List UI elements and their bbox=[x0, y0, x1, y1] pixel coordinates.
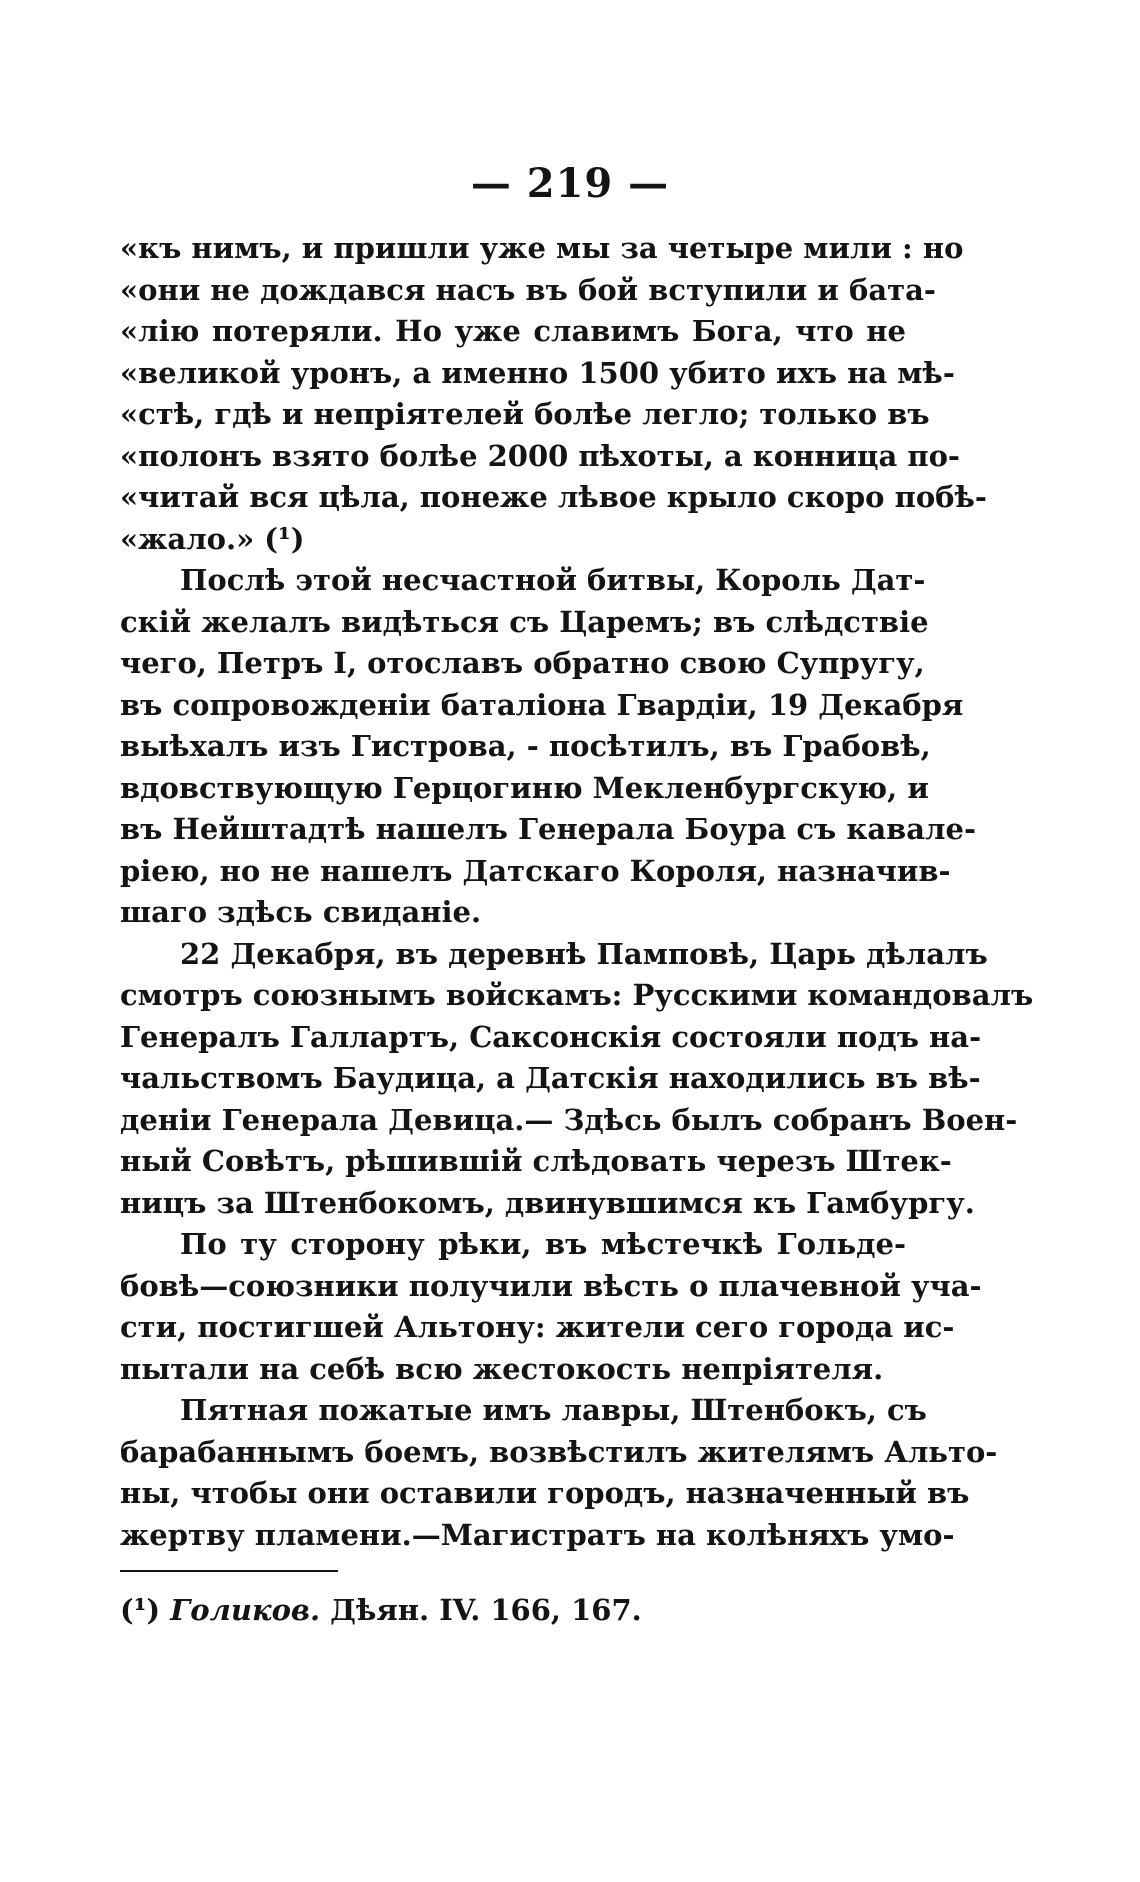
footnote bbox=[120, 1590, 642, 1630]
text-line: смотръ союзнымъ войскамъ: Русскими командовалъ bbox=[120, 978, 1034, 1012]
text-line: шаго здѣсь свиданіе. bbox=[120, 895, 482, 929]
text-line: скій желалъ видѣться съ Царемъ; въ слѣдствіе bbox=[120, 604, 929, 639]
text-line: бовѣ—союзники получили вѣсть о плачевной уча- bbox=[120, 1268, 982, 1303]
text-line: сти, постигшей Альтону: жители сего города ис- bbox=[120, 1310, 955, 1344]
text-line: ны, чтобы они оставили городъ, назначенный въ bbox=[120, 1476, 970, 1510]
text-line: вдовствующую Герцогиню Мекленбургскую, и bbox=[120, 770, 929, 805]
paragraph bbox=[120, 1390, 998, 1556]
text-line: Послѣ этой несчастной битвы, Король Дат- bbox=[180, 563, 926, 597]
text-line: ріею, но не нашелъ Датскаго Короля, назначив- bbox=[120, 853, 951, 888]
text-line: «полонъ взято болѣе 2000 пѣхоты, а конница по- bbox=[120, 438, 960, 473]
text-line: въ сопровожденіи баталіона Гвардіи, 19 Декабря bbox=[120, 687, 964, 722]
text-line: жертву пламени.—Магистратъ на колѣняхъ умо- bbox=[120, 1517, 955, 1552]
footnote-marker: (¹) bbox=[120, 1593, 161, 1627]
text-line: Пятная пожатые имъ лавры, Штенбокъ, съ bbox=[180, 1393, 927, 1427]
text-line: «читай вся цѣла, понеже лѣвое крыло скоро побѣ- bbox=[120, 480, 987, 514]
page-number: — 219 — bbox=[470, 160, 670, 207]
text-line: 22 Декабря, въ деревнѣ Памповѣ, Царь дѣлалъ bbox=[180, 936, 988, 971]
footnote-reference: Дѣян. IV. 166, 167. bbox=[330, 1593, 642, 1627]
text-line: «великой уронъ, а именно 1500 убито ихъ на мѣ- bbox=[120, 355, 955, 390]
body-text bbox=[120, 228, 1034, 1556]
paragraph bbox=[120, 560, 976, 934]
text-line: «жало.» (¹) bbox=[120, 521, 305, 556]
text-line: чего, Петръ I, отославъ обратно свою Супругу, bbox=[120, 646, 925, 680]
text-line: барабаннымъ боемъ, возвѣстилъ жителямъ Альто- bbox=[120, 1434, 998, 1469]
text-line: деніи Генерала Девица.— Здѣсь былъ собранъ Воен- bbox=[120, 1102, 1018, 1137]
text-line: «стѣ, гдѣ и непріятелей болѣе легло; только въ bbox=[120, 397, 930, 431]
text-line: въ Нейштадтѣ нашелъ Генерала Боура съ кавале- bbox=[120, 812, 976, 846]
paragraph bbox=[120, 228, 987, 560]
paragraph bbox=[120, 1224, 982, 1390]
text-line: выѣхалъ изъ Гистрова, - посѣтилъ, въ Грабовѣ, bbox=[120, 729, 931, 763]
text-line: «къ нимъ, и пришли уже мы за четыре мили : но bbox=[120, 231, 964, 265]
text-line: Генералъ Галлартъ, Саксонскія состояли подъ на- bbox=[120, 1019, 982, 1054]
text-line: По ту сторону рѣки, въ мѣстечкѣ Гольде- bbox=[180, 1227, 906, 1261]
text-line: ницъ за Штенбокомъ, двинувшимся къ Гамбургу. bbox=[120, 1185, 975, 1220]
paragraph bbox=[120, 934, 1034, 1225]
footnote-divider bbox=[120, 1570, 338, 1572]
text-line: пытали на себѣ всю жестокость непріятеля. bbox=[120, 1351, 884, 1386]
text-line: «они не дождався насъ въ бой вступили и бата- bbox=[120, 272, 936, 307]
footnote-author: Голиков. bbox=[170, 1593, 321, 1627]
text-line: «лію потеряли. Но уже славимъ Бога, что не bbox=[120, 314, 906, 348]
text-line: чальствомъ Баудица, а Датскія находились въ вѣ- bbox=[120, 1061, 981, 1095]
text-line: ный Совѣтъ, рѣшившій слѣдовать черезъ Штек- bbox=[120, 1144, 952, 1178]
